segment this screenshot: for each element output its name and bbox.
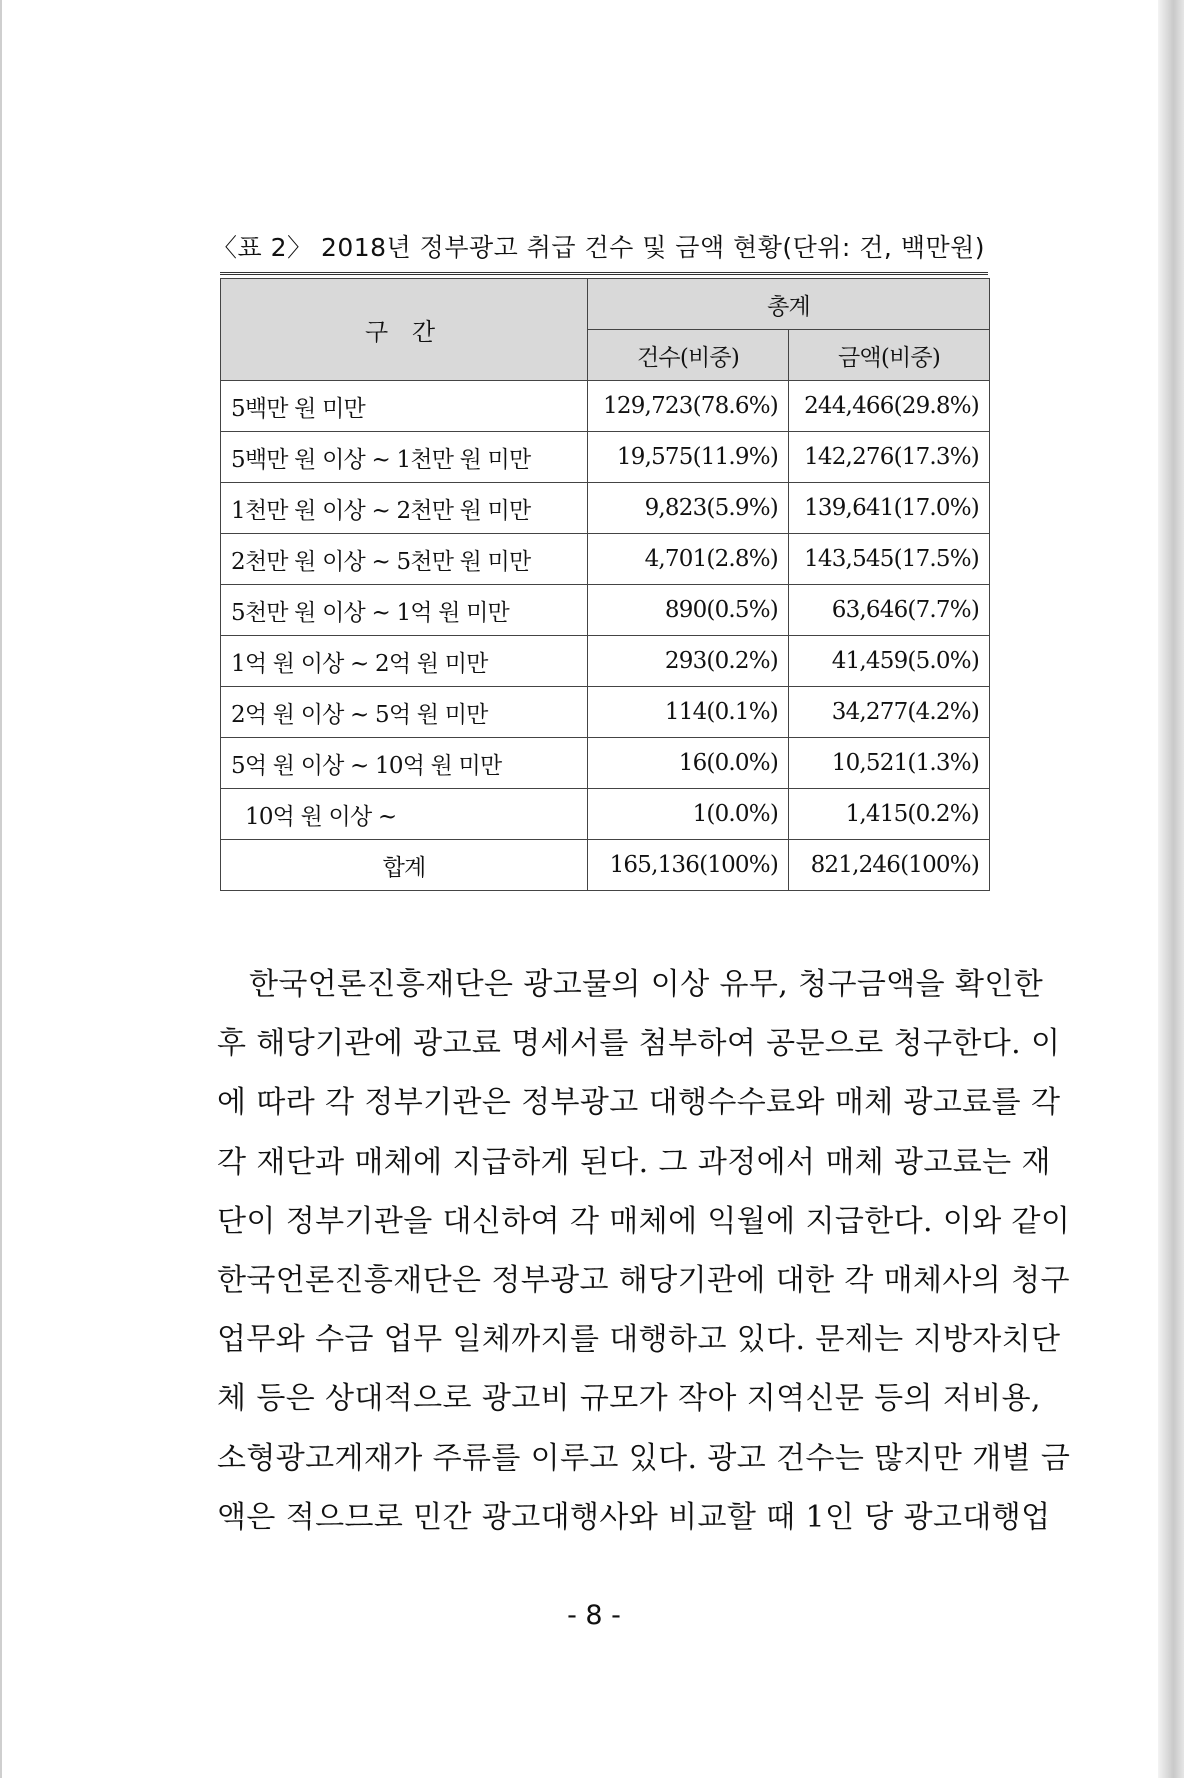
total-count: 165,136(100%) [588,840,789,891]
table-row [221,381,990,432]
total-amount: 821,246(100%) [789,840,990,891]
header-amount: 금액(비중) [789,330,990,381]
paragraph-line: 각 재단과 매체에 지급하게 된다. 그 과정에서 매체 광고료는 재 [217,1144,1051,1180]
table-row [221,738,990,789]
table-top-rule [220,272,988,275]
row-count: 114(0.1%) [588,687,789,738]
table-row [221,789,990,840]
table-row [221,585,990,636]
header-count: 건수(비중) [588,330,789,381]
row-amount: 244,466(29.8%) [789,381,990,432]
row-range: 5백만 원 미만 [221,381,588,432]
row-amount: 1,415(0.2%) [789,789,990,840]
table-row [221,483,990,534]
row-count: 4,701(2.8%) [588,534,789,585]
total-label: 합계 [221,840,588,891]
row-amount: 34,277(4.2%) [789,687,990,738]
row-count: 129,723(78.6%) [588,381,789,432]
row-count: 16(0.0%) [588,738,789,789]
paragraph-line: 한국언론진흥재단은 광고물의 이상 유무, 청구금액을 확인한 [249,967,1044,1002]
row-amount: 139,641(17.0%) [789,483,990,534]
page-number: - 8 - [567,1600,621,1631]
row-range: 1천만 원 이상 ~ 2천만 원 미만 [221,483,588,534]
row-amount: 142,276(17.3%) [789,432,990,483]
row-range: 1억 원 이상 ~ 2억 원 미만 [221,636,588,687]
row-range: 5백만 원 이상 ~ 1천만 원 미만 [221,432,588,483]
paragraph-line: 소형광고게재가 주류를 이루고 있다. 광고 건수는 많지만 개별 금 [217,1440,1071,1476]
paragraph-line: 단이 정부기관을 대신하여 각 매체에 익월에 지급한다. 이와 같이 [217,1203,1071,1239]
row-range: 2억 원 이상 ~ 5억 원 미만 [221,687,588,738]
row-count: 890(0.5%) [588,585,789,636]
row-range: 5천만 원 이상 ~ 1억 원 미만 [221,585,588,636]
body-paragraph [217,955,1071,1547]
page-edge-shadow [1158,0,1184,1778]
header-section: 구 간 [221,279,588,381]
row-amount: 10,521(1.3%) [789,738,990,789]
table-body [221,381,990,891]
table-row [221,432,990,483]
row-count: 19,575(11.9%) [588,432,789,483]
row-amount: 143,545(17.5%) [789,534,990,585]
table-row [221,534,990,585]
row-count: 1(0.0%) [588,789,789,840]
paragraph-line: 후 해당기관에 광고료 명세서를 첨부하여 공문으로 청구한다. 이 [217,1026,1061,1062]
ad-statistics-table [220,278,990,891]
row-range: 5억 원 이상 ~ 10억 원 미만 [221,738,588,789]
table-total-row [221,840,990,891]
row-amount: 63,646(7.7%) [789,585,990,636]
header-total-group: 총계 [588,279,990,330]
row-range: 2천만 원 이상 ~ 5천만 원 미만 [221,534,588,585]
row-amount: 41,459(5.0%) [789,636,990,687]
paragraph-line: 한국언론진흥재단은 정부광고 해당기관에 대한 각 매체사의 청구 [217,1263,1070,1299]
row-count: 9,823(5.9%) [588,483,789,534]
table-row [221,636,990,687]
table-caption: 〈표 2〉 2018년 정부광고 취급 건수 및 금액 현황(단위: 건, 백만원) [212,233,986,262]
paragraph-line: 액은 적으므로 민간 광고대행사와 비교할 때 1인 당 광고대행업 [217,1499,1051,1535]
paragraph-line: 에 따라 각 정부기관은 정부광고 대행수수료와 매체 광고료를 각 [217,1085,1061,1121]
paragraph-line: 업무와 수금 업무 일체까지를 대행하고 있다. 문제는 지방자치단 [217,1322,1061,1358]
row-range: 10억 원 이상 ~ [221,789,588,840]
row-count: 293(0.2%) [588,636,789,687]
table-row [221,687,990,738]
paragraph-line: 체 등은 상대적으로 광고비 규모가 작아 지역신문 등의 저비용, [217,1381,1041,1417]
